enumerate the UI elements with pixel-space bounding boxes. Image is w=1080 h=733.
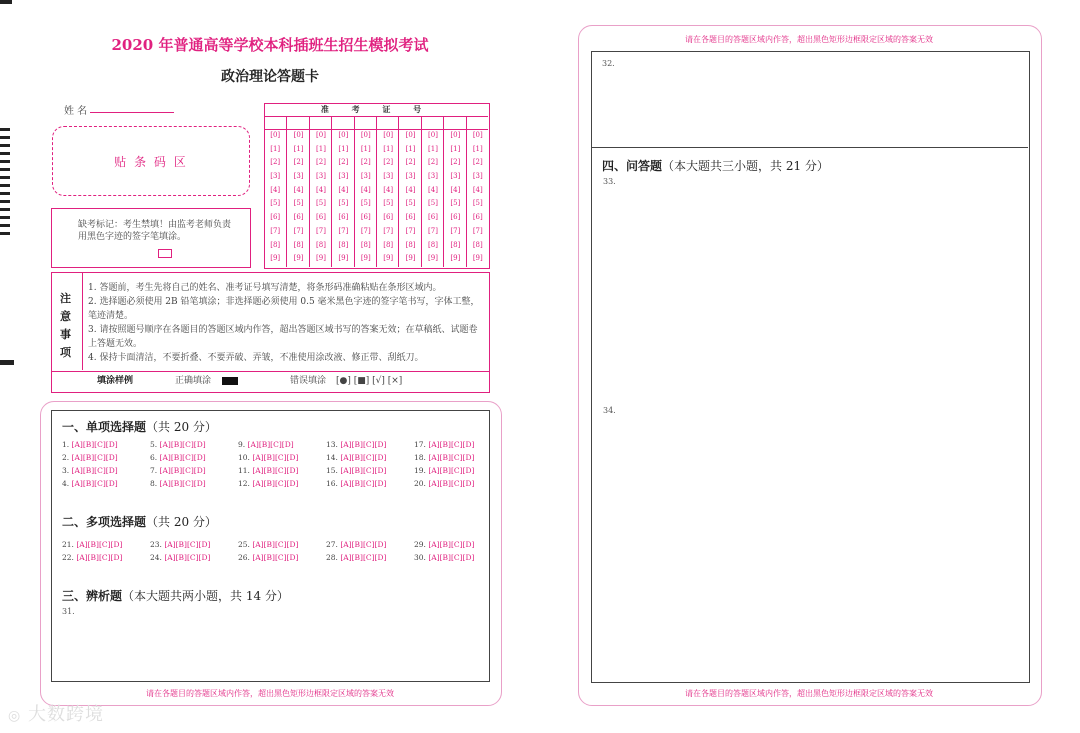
admission-digit-bubble[interactable]: [4] (472, 185, 483, 194)
admission-digit-bubble[interactable]: [9] (338, 254, 349, 263)
question-number: 10. (238, 453, 250, 462)
section1-title: 一、单项选择题 (62, 420, 147, 434)
question-33-label: 33. (603, 177, 616, 186)
admission-digit-bubble[interactable]: [7] (428, 226, 438, 235)
name-field[interactable] (90, 112, 174, 113)
choice-question (62, 453, 118, 462)
logo-icon: ◎ (8, 708, 22, 724)
choice-question (150, 453, 206, 462)
question-number: 26. (238, 553, 250, 562)
answer-options[interactable]: [A][B][C][D] (71, 479, 118, 488)
section4-heading (602, 157, 829, 174)
timing-mark (0, 176, 10, 179)
admission-digit-bubble[interactable]: [5] (360, 199, 371, 208)
right-footer-note: 请在各题目的答题区域内作答，超出黑色矩形边框限定区域的答案无效 (685, 689, 933, 698)
watermark-logo (8, 700, 104, 726)
section4-score: （本大题共三小题，共 21 分） (662, 159, 829, 173)
choice-question (62, 553, 122, 562)
admission-digit-bubble[interactable]: [1] (338, 144, 349, 153)
choice-question (238, 440, 294, 449)
choice-question (238, 466, 298, 475)
admission-digit-bubble[interactable]: [5] (338, 199, 349, 208)
admission-digit-bubble[interactable]: [8] (360, 240, 371, 249)
admission-digit-bubble[interactable]: [0] (338, 131, 349, 139)
admission-digit-bubble[interactable]: [1] (450, 144, 461, 153)
admission-digit-bubble[interactable]: [1] (360, 144, 371, 153)
admission-digit-bubble[interactable]: [9] (383, 254, 394, 263)
question-number: 20. (414, 479, 426, 488)
admission-digit-bubble[interactable]: [5] (293, 199, 304, 208)
timing-mark (0, 184, 10, 187)
admission-digit-bubble[interactable]: [0] (383, 131, 394, 139)
admission-digit-column (398, 116, 421, 267)
admission-digit-bubble[interactable]: [2] (472, 158, 483, 167)
question-number: 18. (414, 453, 426, 462)
alignment-mark-top (0, 0, 12, 4)
answer-options[interactable]: [A][B][C][D] (428, 440, 475, 449)
question-number: 15. (326, 466, 338, 475)
answer-options[interactable]: [A][B][C][D] (159, 479, 206, 488)
correct-fill-label: 正确填涂 (175, 376, 212, 386)
question-number: 12. (238, 479, 250, 488)
admission-digit-bubble[interactable]: [8] (383, 240, 394, 249)
answer-options[interactable]: [A][B][C][D] (340, 553, 387, 562)
section1-heading (62, 418, 217, 435)
admission-digit-bubble[interactable]: [3] (316, 172, 326, 181)
admission-digit-bubble[interactable]: [1] (428, 144, 438, 153)
timing-mark (0, 160, 10, 163)
timing-mark (0, 200, 10, 203)
admission-number-label: 准 考 证 号 (264, 103, 488, 117)
choice-question (414, 440, 474, 449)
admission-digit-column (286, 116, 309, 267)
question-number: 22. (62, 553, 74, 562)
admission-digit-bubble[interactable]: [6] (383, 213, 394, 222)
choice-question (326, 440, 386, 449)
admission-digit-bubble[interactable]: [7] (338, 226, 349, 235)
choice-question (326, 466, 386, 475)
admission-digit-bubble[interactable]: [3] (405, 172, 416, 181)
admission-digit-bubble[interactable]: [5] (316, 199, 326, 208)
admission-digit-bubble[interactable]: [6] (428, 213, 438, 222)
admission-digit-bubble[interactable]: [6] (472, 213, 483, 222)
admission-digit-bubble[interactable]: [6] (338, 213, 349, 222)
admission-digit-bubble[interactable]: [6] (316, 213, 326, 222)
admission-digit-bubble[interactable]: [7] (383, 226, 394, 235)
logo-text: 大数跨境 (27, 704, 104, 725)
admission-digit-bubble[interactable]: [7] (405, 226, 416, 235)
admission-digit-bubble[interactable]: [5] (383, 199, 394, 208)
answer-options[interactable]: [A][B][C][D] (340, 453, 387, 462)
question-32-answer-area[interactable] (600, 70, 1020, 142)
question-number: 19. (414, 466, 426, 475)
timing-mark (0, 144, 10, 147)
admission-digit-bubble[interactable]: [8] (472, 240, 483, 249)
admission-digit-bubble[interactable]: [2] (450, 158, 461, 167)
admission-digit-bubble[interactable]: [3] (338, 172, 349, 181)
note-item: 3. 请按照题号顺序在各题目的答题区域内作答，超出答题区域书写的答案无效；在草稿纸、试题卷上答题无效。 (88, 325, 478, 349)
question-number: 24. (150, 553, 162, 562)
admission-digit-bubble[interactable]: [4] (383, 185, 394, 194)
admission-digit-bubble[interactable]: [4] (450, 185, 461, 194)
question-34-answer-area[interactable] (600, 420, 1020, 675)
admission-digit-bubble[interactable]: [1] (405, 144, 416, 153)
choice-question (150, 540, 210, 549)
note-item: 2. 选择题必须使用 2B 铅笔填涂；非选择题必须使用 0.5 毫米黑色字迹的签字笔书写，字体工整，笔迹清楚。 (88, 297, 480, 321)
section2-score: （共 20 分） (146, 515, 217, 529)
admission-digit-bubble[interactable]: [6] (293, 213, 304, 222)
admission-digit-bubble[interactable]: [9] (450, 254, 461, 263)
choice-question (150, 440, 206, 449)
answer-options[interactable]: [A][B][C][D] (252, 540, 299, 549)
right-divider (591, 147, 1028, 148)
answer-options[interactable]: [A][B][C][D] (76, 553, 123, 562)
admission-digit-column (466, 116, 489, 267)
answer-options[interactable]: [A][B][C][D] (159, 466, 206, 475)
admission-digit-bubble[interactable]: [0] (450, 131, 461, 139)
section4-title: 四、问答题 (602, 159, 663, 173)
question-number: 27. (326, 540, 338, 549)
question-number: 13. (326, 440, 338, 449)
admission-digit-bubble[interactable]: [9] (428, 254, 438, 263)
right-header-note: 请在各题目的答题区域内作答，超出黑色矩形边框限定区域的答案无效 (685, 35, 933, 44)
admission-digit-bubble[interactable]: [3] (428, 172, 438, 181)
timing-mark (0, 168, 10, 171)
question-number: 7. (150, 466, 158, 475)
admission-digit-bubble[interactable]: [9] (405, 254, 416, 263)
absent-mark-text: 缺考标记：考生禁填！由监考老师负责用黑色字迹的签字笔填涂。 (78, 220, 232, 242)
answer-options[interactable]: [A][B][C][D] (340, 540, 387, 549)
admission-digit-bubble[interactable]: [3] (383, 172, 394, 181)
timing-mark (0, 224, 10, 227)
admission-digit-bubble[interactable]: [9] (472, 254, 483, 263)
admission-digit-bubble[interactable]: [3] (270, 172, 281, 181)
admission-digit-bubble[interactable]: [3] (472, 172, 483, 181)
question-number: 4. (62, 479, 70, 488)
admission-digit-bubble[interactable]: [7] (316, 226, 326, 235)
admission-digit-column (309, 116, 332, 267)
admission-digit-bubble[interactable]: [6] (450, 213, 461, 222)
timing-mark (0, 128, 10, 131)
admission-digit-bubble[interactable]: [2] (383, 158, 394, 167)
question-number: 9. (238, 440, 246, 449)
admission-digit-bubble[interactable]: [0] (270, 131, 281, 139)
alignment-marks (0, 128, 10, 240)
choice-question (150, 553, 210, 562)
absent-checkbox[interactable] (158, 249, 172, 258)
answer-options[interactable]: [A][B][C][D] (247, 440, 294, 449)
question-number: 1. (62, 440, 70, 449)
timing-mark (0, 152, 10, 155)
question-number: 21. (62, 540, 74, 549)
answer-options[interactable]: [A][B][C][D] (252, 466, 299, 475)
answer-options[interactable]: [A][B][C][D] (252, 479, 299, 488)
answer-options[interactable]: [A][B][C][D] (164, 553, 211, 562)
question-number: 29. (414, 540, 426, 549)
section3-score: （本大题共两小题，共 14 分） (122, 589, 289, 603)
choice-question (414, 466, 474, 475)
answer-options[interactable]: [A][B][C][D] (340, 466, 387, 475)
question-number: 2. (62, 453, 70, 462)
question-number: 30. (414, 553, 426, 562)
admission-digit-bubble[interactable]: [5] (405, 199, 416, 208)
answer-options[interactable]: [A][B][C][D] (71, 440, 118, 449)
choice-question (414, 453, 474, 462)
name-label: 姓 名 (64, 106, 88, 117)
choice-question (414, 553, 474, 562)
admission-digit-bubble[interactable]: [4] (270, 185, 281, 194)
choice-question (238, 553, 298, 562)
admission-digit-bubble[interactable]: [7] (270, 226, 281, 235)
timing-mark (0, 232, 10, 235)
choice-question (238, 540, 298, 549)
admission-digit-bubble[interactable]: [5] (428, 199, 438, 208)
admission-digit-bubble[interactable]: [7] (450, 226, 461, 235)
admission-digit-column (264, 116, 286, 267)
question-number: 8. (150, 479, 158, 488)
admission-digit-bubble[interactable]: [4] (360, 185, 371, 194)
notes-divider (82, 272, 83, 370)
admission-digit-bubble[interactable]: [4] (405, 185, 416, 194)
answer-options[interactable]: [A][B][C][D] (71, 453, 118, 462)
answer-options[interactable]: [A][B][C][D] (428, 540, 475, 549)
question-number: 5. (150, 440, 158, 449)
section3-heading (62, 587, 289, 604)
admission-digit-column (376, 116, 399, 267)
admission-digit-bubble[interactable]: [8] (338, 240, 349, 249)
admission-digit-bubble[interactable]: [8] (316, 240, 326, 249)
wrong-fill-label: 错误填涂 (290, 376, 327, 386)
question-34-label: 34. (603, 406, 616, 415)
question-number: 14. (326, 453, 338, 462)
admission-digit-bubble[interactable]: [8] (293, 240, 304, 249)
answer-options[interactable]: [A][B][C][D] (340, 440, 387, 449)
admission-digit-bubble[interactable]: [5] (270, 199, 281, 208)
admission-digit-bubble[interactable]: [9] (270, 254, 281, 263)
admission-digit-bubble[interactable]: [2] (428, 158, 438, 167)
choice-question (62, 466, 118, 475)
choice-question (62, 440, 118, 449)
admission-digit-bubble[interactable]: [2] (405, 158, 416, 167)
fill-sample-row (51, 371, 488, 391)
timing-mark (0, 216, 10, 219)
admission-digit-bubble[interactable]: [6] (270, 213, 281, 222)
admission-digit-column (421, 116, 444, 267)
admission-digit-bubble[interactable]: [7] (472, 226, 483, 235)
admission-digit-bubble[interactable]: [2] (316, 158, 326, 167)
alignment-mark-lower (0, 360, 14, 365)
question-number: 3. (62, 466, 70, 475)
question-number: 28. (326, 553, 338, 562)
admission-digit-bubble[interactable]: [9] (293, 254, 304, 263)
admission-digit-bubble[interactable]: [3] (293, 172, 304, 181)
choice-question (326, 453, 386, 462)
answer-options[interactable]: [A][B][C][D] (428, 453, 475, 462)
wrong-fill-marks: [●] [■] [√] [×] (336, 376, 403, 386)
choice-question (62, 540, 122, 549)
question-number: 17. (414, 440, 426, 449)
choice-question (62, 479, 118, 488)
answer-options[interactable]: [A][B][C][D] (252, 453, 299, 462)
admission-digit-bubble[interactable]: [3] (360, 172, 371, 181)
question-number: 16. (326, 479, 338, 488)
admission-digit-bubble[interactable]: [7] (360, 226, 371, 235)
admission-digit-bubble[interactable]: [3] (450, 172, 461, 181)
answer-options[interactable]: [A][B][C][D] (159, 440, 206, 449)
admission-digit-bubble[interactable]: [6] (360, 213, 371, 222)
admission-digit-bubble[interactable]: [4] (338, 185, 349, 194)
choice-question (238, 479, 298, 488)
barcode-area: 贴 条 码 区 (52, 126, 250, 196)
card-subtitle: 政治理论答题卡 (221, 69, 319, 85)
admission-digit-bubble[interactable]: [0] (405, 131, 416, 139)
timing-mark (0, 136, 10, 139)
admission-digit-bubble[interactable]: [8] (405, 240, 416, 249)
question-number: 25. (238, 540, 250, 549)
note-item: 4. 保持卡面清洁，不要折叠、不要弄破、弄皱，不准使用涂改液、修正带、刮纸刀。 (88, 353, 424, 363)
admission-digit-bubble[interactable]: [0] (293, 131, 304, 139)
admission-digit-bubble[interactable]: [2] (293, 158, 304, 167)
admission-digit-bubble[interactable]: [8] (270, 240, 281, 249)
admission-digit-bubble[interactable]: [4] (293, 185, 304, 194)
section2-title: 二、多项选择题 (62, 515, 147, 529)
choice-question (238, 453, 298, 462)
question-number: 11. (238, 466, 250, 475)
answer-options[interactable]: [A][B][C][D] (159, 453, 206, 462)
answer-options[interactable]: [A][B][C][D] (252, 553, 299, 562)
admission-digit-bubble[interactable]: [1] (270, 144, 281, 153)
answer-options[interactable]: [A][B][C][D] (428, 553, 475, 562)
admission-digit-bubble[interactable]: [8] (450, 240, 461, 249)
admission-digit-bubble[interactable]: [2] (360, 158, 371, 167)
admission-digit-bubble[interactable]: [5] (450, 199, 461, 208)
correct-fill-mark (222, 377, 238, 385)
choice-question (326, 540, 386, 549)
admission-digit-bubble[interactable]: [0] (472, 131, 483, 139)
question-number: 23. (150, 540, 162, 549)
timing-mark (0, 192, 10, 195)
answer-options[interactable]: [A][B][C][D] (428, 479, 475, 488)
question-31-answer-area[interactable] (62, 618, 482, 676)
admission-digit-bubble[interactable]: [2] (338, 158, 349, 167)
admission-digit-bubble[interactable]: [1] (293, 144, 304, 153)
admission-digit-bubble[interactable]: [1] (472, 144, 483, 153)
admission-digit-bubble[interactable]: [0] (360, 131, 371, 139)
answer-options[interactable]: [A][B][C][D] (71, 466, 118, 475)
choice-question (150, 479, 206, 488)
exam-title: 2020 年普通高等学校本科插班生招生模拟考试 (111, 36, 429, 54)
answer-options[interactable]: [A][B][C][D] (164, 540, 211, 549)
answer-options[interactable]: [A][B][C][D] (76, 540, 123, 549)
admission-digit-bubble[interactable]: [5] (472, 199, 483, 208)
question-33-answer-area[interactable] (600, 190, 1020, 400)
answer-options[interactable]: [A][B][C][D] (428, 466, 475, 475)
notes-label: 注意事项 (60, 292, 71, 359)
admission-digit-bubble[interactable]: [7] (293, 226, 304, 235)
admission-digit-bubble[interactable]: [9] (360, 254, 371, 263)
admission-digit-column (443, 116, 466, 267)
admission-digit-bubble[interactable]: [8] (428, 240, 438, 249)
admission-digit-bubble[interactable]: [0] (428, 131, 438, 139)
fill-sample-label: 填涂样例 (97, 376, 134, 386)
question-31-label: 31. (62, 607, 75, 616)
choice-question (414, 540, 474, 549)
admission-digit-bubble[interactable]: [4] (428, 185, 438, 194)
admission-digit-bubble[interactable]: [1] (316, 144, 326, 153)
admission-digit-column (331, 116, 354, 267)
admission-digit-bubble[interactable]: [9] (316, 254, 326, 263)
admission-digit-bubble[interactable]: [4] (316, 185, 326, 194)
section3-title: 三、辨析题 (62, 589, 123, 603)
section2-heading (62, 513, 217, 530)
admission-digit-bubble[interactable]: [2] (270, 158, 281, 167)
admission-digit-column (354, 116, 377, 267)
choice-question (414, 479, 474, 488)
choice-question (150, 466, 206, 475)
choice-question (326, 553, 386, 562)
admission-digit-bubble[interactable]: [0] (316, 131, 326, 139)
section1-score: （共 20 分） (146, 420, 217, 434)
left-footer-note: 请在各题目的答题区域内作答，超出黑色矩形边框限定区域的答案无效 (146, 689, 394, 698)
admission-digit-bubble[interactable]: [1] (383, 144, 394, 153)
timing-mark (0, 208, 10, 211)
question-32-label: 32. (602, 59, 615, 68)
note-item: 1. 答题前，考生先将自己的姓名、准考证号填写清楚，将条形码准确粘贴在条形区域内。 (88, 283, 442, 293)
admission-digit-bubble[interactable]: [6] (405, 213, 416, 222)
answer-options[interactable]: [A][B][C][D] (340, 479, 387, 488)
choice-question (326, 479, 386, 488)
question-number: 6. (150, 453, 158, 462)
notes-list (88, 281, 480, 365)
